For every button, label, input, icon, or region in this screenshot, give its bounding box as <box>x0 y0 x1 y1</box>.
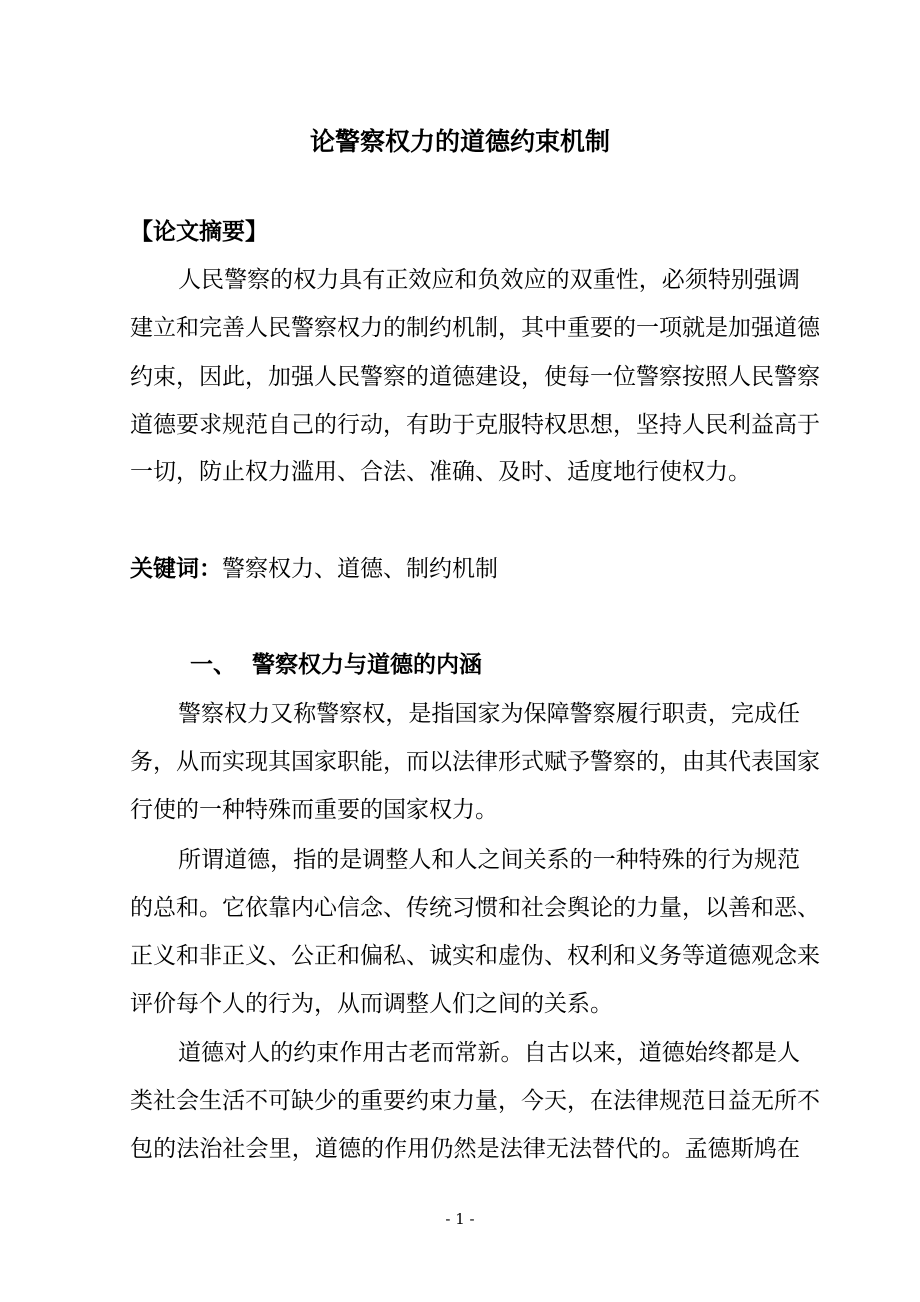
abstract-line: 建立和完善人民警察权力的制约机制，其中重要的一项就是加强道德 <box>130 315 820 341</box>
keywords-value: 警察权力、道德、制约机制 <box>222 556 498 582</box>
abstract-line: 约束，因此，加强人民警察的道德建设，使每一位警察按照人民警察 <box>130 364 820 390</box>
section-title: 警察权力与道德的内涵 <box>252 652 482 678</box>
document-title: 论警察权力的道德约束机制 <box>309 127 610 156</box>
body-line: 道德对人的约束作用古老而常新。自古以来，道德始终都是人 <box>178 1040 800 1066</box>
abstract-line: 一切，防止权力滥用、合法、准确、及时、适度地行使权力。 <box>130 459 751 485</box>
section-heading <box>190 650 860 680</box>
body-line: 行使的一种特殊而重要的国家权力。 <box>130 797 498 823</box>
section-number: 一、 <box>190 652 236 678</box>
body-line: 警察权力又称警察权，是指国家为保障警察履行职责，完成任 <box>178 701 800 727</box>
page-number: - 1 - <box>445 1210 475 1228</box>
keywords <box>130 554 800 584</box>
body-line: 所谓道德，指的是调整人和人之间关系的一种特殊的行为规范 <box>178 847 800 873</box>
body-line: 的总和。它依靠内心信念、传统习惯和社会舆论的力量，以善和恶、 <box>130 895 820 921</box>
body-line: 务，从而实现其国家职能，而以法律形式赋予警察的，由其代表国家 <box>130 749 820 775</box>
keywords-label: 关键词： <box>130 556 222 582</box>
body-line: 类社会生活不可缺少的重要约束力量，今天，在法律规范日益无所不 <box>130 1088 820 1114</box>
abstract-heading: 【论文摘要】 <box>130 219 268 245</box>
abstract-line: 道德要求规范自己的行动，有助于克服特权思想，坚持人民利益高于 <box>130 412 820 438</box>
abstract-line: 人民警察的权力具有正效应和负效应的双重性，必须特别强调 <box>178 267 800 293</box>
body-line: 正义和非正义、公正和偏私、诚实和虚伪、权利和义务等道德观念来 <box>130 943 820 969</box>
body-line: 评价每个人的行为，从而调整人们之间的关系。 <box>130 991 613 1017</box>
body-line: 包的法治社会里，道德的作用仍然是法律无法替代的。孟德斯鸠在 <box>130 1136 800 1162</box>
